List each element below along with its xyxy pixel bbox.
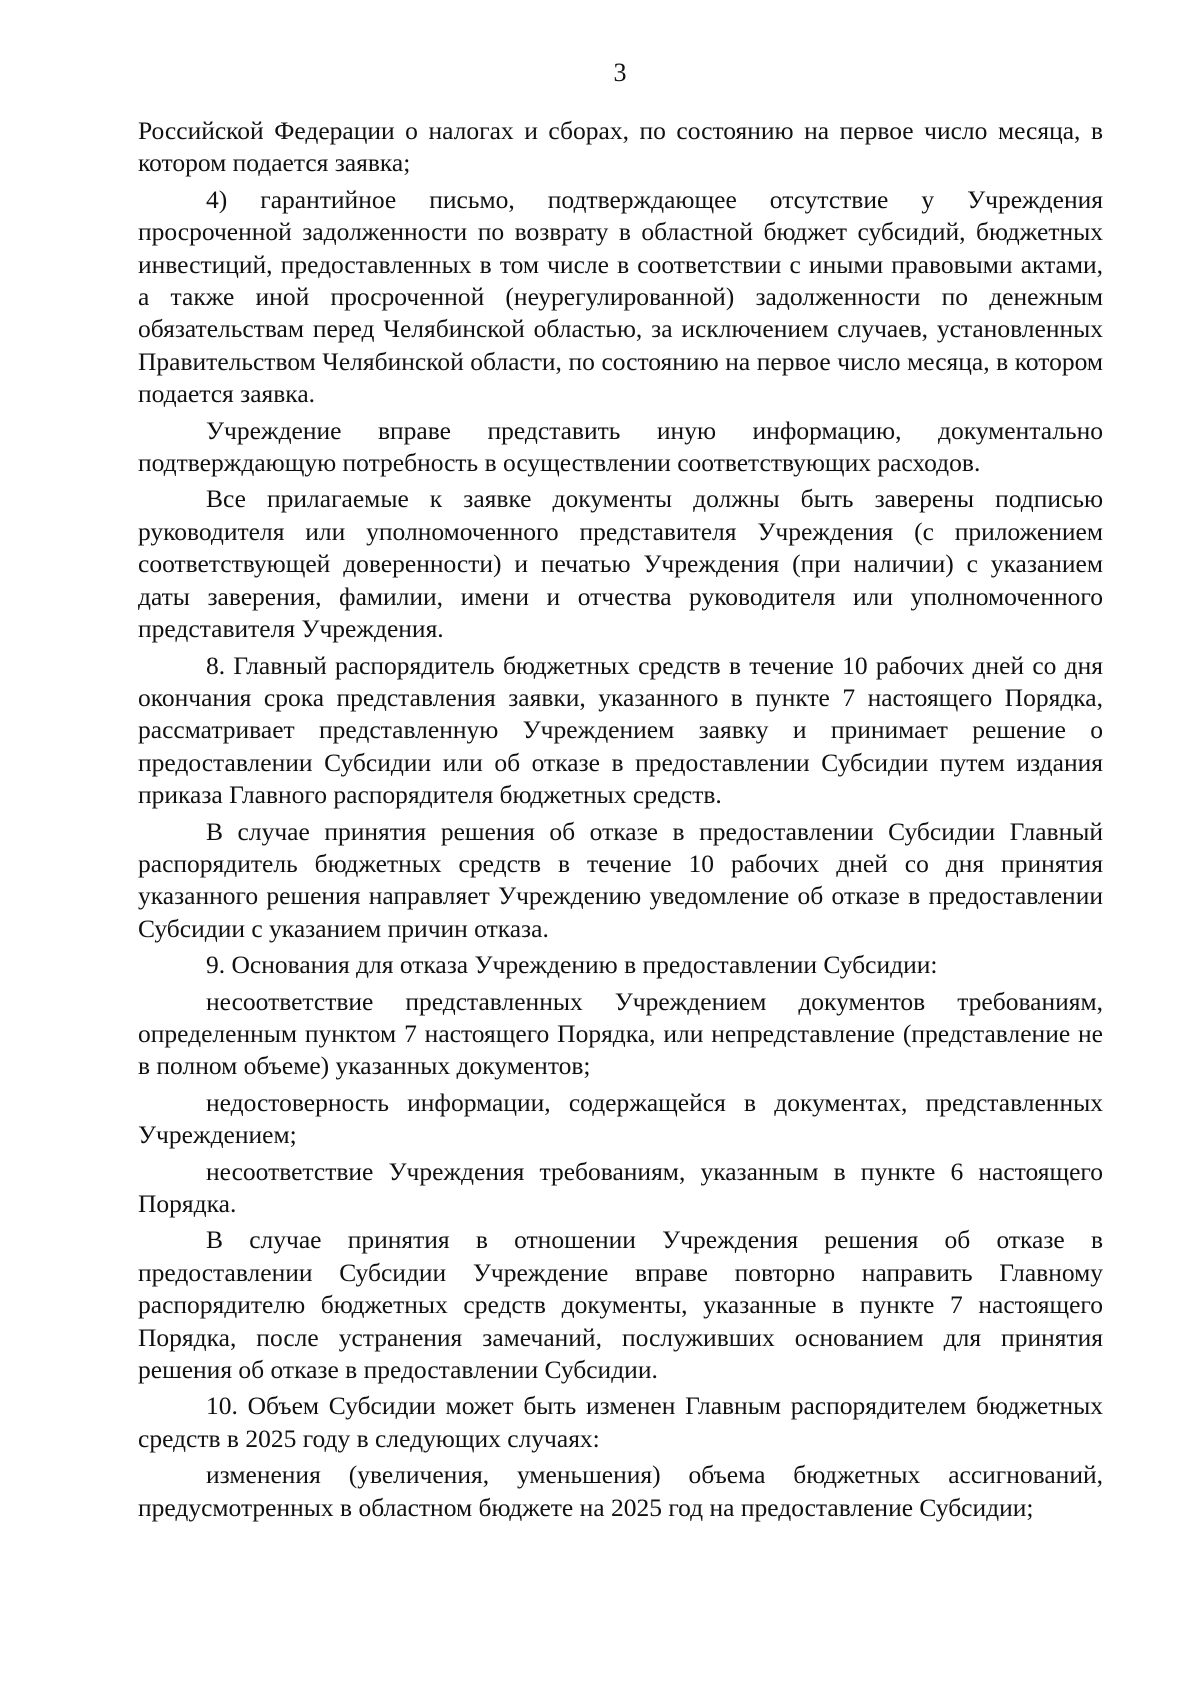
- paragraph-6: В случае принятия решения об отказе в предоставлении Субсидии Главный распорядитель бюджетных средств в течение 10 рабочих дней со дня принятия указанного решения направляет Учреждению уведомление об отказе в предоставлении Субсидии с указанием причин отказа.: [138, 816, 1103, 943]
- paragraph-5: 8. Главный распорядитель бюджетных средств в течение 10 рабочих дней со дня окончания срока представления заявки, указанного в пункте 7 настоящего Порядка, рассматривает представленную Учреждением заявку и принимает решение о предоставлении Субсидии или об отказе в предоставлении Субсидии путем издания приказа Главного распорядителя бюджетных средств.: [138, 650, 1103, 810]
- paragraph-11: В случае принятия в отношении Учреждения решения об отказе в предоставлении Субсидии Учреждение вправе повторно направить Главному распорядителю бюджетных средств документы, указанные в пункте 7 настоящего Порядка, после устранения замечаний, послуживших основанием для принятия решения об отказе в предоставлении Субсидии.: [138, 1225, 1103, 1385]
- paragraph-3: Учреждение вправе представить иную информацию, документально подтверждающую потребность в осуществлении соответствующих расходов.: [138, 415, 1103, 478]
- page-number: 3: [613, 58, 627, 87]
- paragraph-12: 10. Объем Субсидии может быть изменен Главным распорядителем бюджетных средств в 2025 году в следующих случаях:: [138, 1391, 1103, 1453]
- paragraph-13: изменения (увеличения, уменьшения) объема бюджетных ассигнований, предусмотренных в областном бюджете на 2025 год на предоставление Субсидии;: [138, 1460, 1103, 1522]
- document-body: [138, 115, 1103, 1528]
- paragraph-7: 9. Основания для отказа Учреждению в предоставлении Субсидии:: [206, 950, 938, 980]
- paragraph-1: Российской Федерации о налогах и сборах, по состоянию на первое число месяца, в котором подается заявка;: [138, 116, 1103, 178]
- paragraph-10: несоответствие Учреждения требованиям, указанным в пункте 6 настоящего Порядка.: [138, 1156, 1103, 1218]
- paragraph-2: 4) гарантийное письмо, подтверждающее отсутствие у Учреждения просроченной задолженности по возврату в областной бюджет субсидий, бюджетных инвестиций, предоставленных в том числе в соответствии с иными правовыми актами, а также иной просроченной (неурегулированной) задолженности по денежным обязательствам перед Челябинской областью, за исключением случаев, установленных Правительством Челябинской области, по состоянию на первое число месяца, в котором подается заявка.: [138, 184, 1103, 409]
- paragraph-8: несоответствие представленных Учреждением документов требованиям, определенным пунктом 7 настоящего Порядка, или непредставление (представление не в полном объеме) указанных документов;: [138, 986, 1103, 1081]
- paragraph-4: Все прилагаемые к заявке документы должны быть заверены подписью руководителя или уполномоченного представителя Учреждения (с приложением соответствующей доверенности) и печатью Учреждения (при наличии) с указанием даты заверения, фамилии, имени и отчества руководителя или уполномоченного представителя Учреждения.: [138, 484, 1103, 644]
- paragraph-9: недостоверность информации, содержащейся в документах, представленных Учреждением;: [138, 1087, 1103, 1150]
